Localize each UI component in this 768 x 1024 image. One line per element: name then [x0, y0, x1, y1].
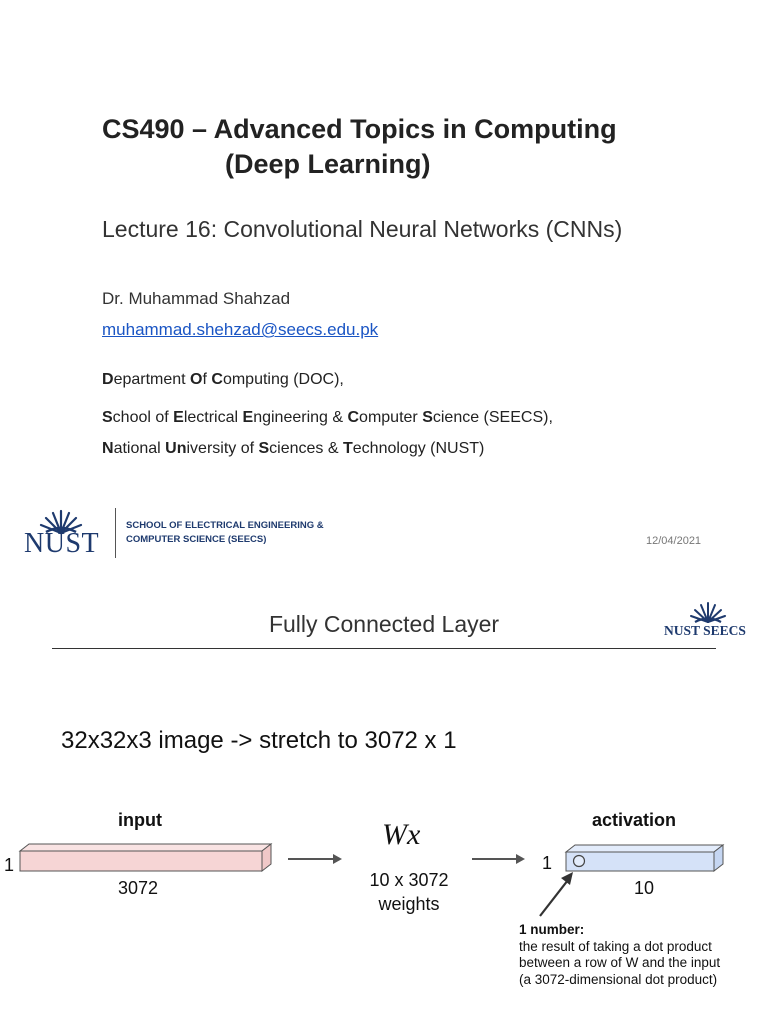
course-title-line2: (Deep Learning) — [225, 149, 431, 179]
affiliation-segment: ciences & — [269, 440, 343, 457]
nust-seecs-logo-text: NUST SEECS — [664, 623, 746, 638]
formula-wx: Wx — [382, 818, 421, 851]
affiliation-segment: lectrical — [183, 409, 243, 426]
affiliation-segment: N — [102, 440, 114, 457]
affiliation-segment: cience (SEECS), — [432, 409, 553, 426]
affiliation-segment: C — [211, 371, 223, 388]
affiliation-segment: O — [190, 371, 203, 388]
affiliation-segment: D — [102, 371, 114, 388]
slide-date: 12/04/2021 — [646, 535, 702, 547]
note-line-1: the result of taking a dot product — [519, 938, 712, 954]
slide-title: Fully Connected Layer — [268, 611, 500, 637]
school-name-line1: SCHOOL OF ELECTRICAL ENGINEERING & — [126, 520, 324, 531]
affiliation-segment: Un — [165, 440, 187, 457]
input-vector-front — [20, 851, 262, 871]
input-label: input — [118, 810, 162, 830]
input-vector-top — [20, 844, 271, 851]
note-heading: 1 number: — [519, 922, 585, 937]
affiliation-segment: epartment — [113, 371, 191, 388]
input-size: 3072 — [118, 878, 159, 898]
activation-size: 10 — [634, 878, 655, 898]
arrowhead-1 — [333, 854, 342, 864]
affiliation-segment: C — [347, 409, 360, 426]
activation-vector-top — [566, 845, 723, 852]
nust-logo-text: NUST — [24, 528, 100, 559]
activation-vector-front — [566, 852, 714, 871]
logo-divider — [115, 508, 116, 558]
affiliation-segment: E — [242, 409, 254, 426]
pointer-arrow-icon — [530, 868, 580, 920]
affiliation-segment: omputing (DOC), — [222, 371, 344, 388]
affiliation-segment: T — [342, 440, 353, 457]
affiliation-segment: S — [422, 409, 433, 426]
affiliation-segment: chool of — [112, 409, 174, 426]
affiliation-line-1 — [102, 371, 344, 389]
school-name — [126, 519, 324, 547]
email-link[interactable]: muhammad.shehzad@seecs.edu.pk — [102, 320, 379, 339]
title-underline — [52, 648, 716, 649]
activation-label: activation — [592, 810, 677, 830]
affiliation-segment: ngineering & — [253, 409, 348, 426]
stretch-caption: 32x32x3 image -> stretch to 3072 x 1 — [61, 727, 457, 754]
nust-seecs-emblem-icon — [688, 600, 728, 624]
affiliation-segment: f — [202, 371, 212, 388]
weights-description — [352, 868, 466, 916]
affiliation-segment: E — [173, 409, 184, 426]
activation-row-count: 1 — [542, 853, 553, 873]
activation-neuron-circle — [574, 856, 585, 867]
course-title — [102, 112, 617, 182]
note-line-3: (a 3072-dimensional dot product) — [519, 971, 718, 987]
affiliation-segment: S — [102, 409, 113, 426]
arrowhead-2 — [516, 854, 525, 864]
affiliation-segment: echnology (NUST) — [352, 440, 485, 457]
note-line-2: between a row of W and the input — [519, 955, 721, 970]
lecture-title: Lecture 16: Convolutional Neural Networks (CNNs) — [102, 216, 623, 242]
affiliation-line-2 — [102, 409, 553, 427]
weights-word: weights — [378, 894, 440, 914]
author-name: Dr. Muhammad Shahzad — [102, 289, 291, 308]
affiliation-segment: S — [258, 440, 270, 457]
course-title-line1: CS490 – Advanced Topics in Computing — [102, 114, 617, 144]
affiliation-segment: omputer — [359, 409, 423, 426]
school-name-line2: COMPUTER SCIENCE (SEECS) — [126, 534, 267, 545]
dot-product-note — [519, 922, 720, 988]
input-row-count: 1 — [4, 855, 15, 875]
affiliation-line-3 — [102, 440, 484, 458]
affiliation-segment: iversity of — [186, 440, 259, 457]
affiliation-segment: ational — [113, 440, 166, 457]
weights-dims: 10 x 3072 — [369, 870, 449, 890]
